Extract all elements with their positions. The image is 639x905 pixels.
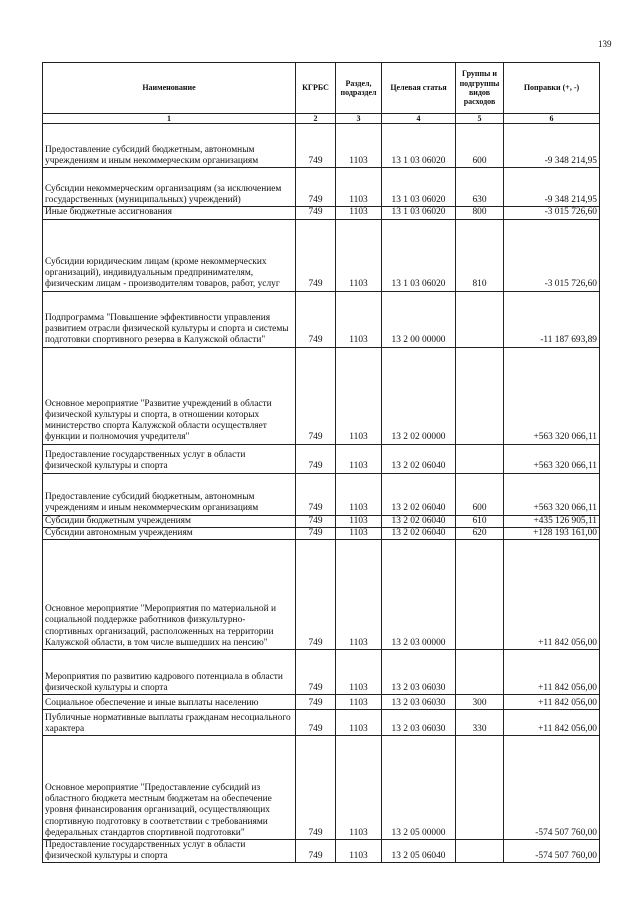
- budget-table: [42, 62, 600, 863]
- row-razdel: 1103: [336, 527, 382, 539]
- table-row: [43, 291, 600, 347]
- row-razdel: 1103: [336, 168, 382, 207]
- row-razdel: 1103: [336, 291, 382, 347]
- row-celevaya-statya: 13 2 02 06040: [382, 527, 456, 539]
- row-celevaya-statya: 13 2 03 06030: [382, 694, 456, 709]
- row-gruppa-vidov: [456, 735, 504, 839]
- row-celevaya-statya: 13 1 03 06020: [382, 219, 456, 291]
- row-popravka: +11 842 056,00: [504, 694, 600, 709]
- row-celevaya-statya: 13 2 03 06030: [382, 709, 456, 735]
- row-kgrbs: 749: [296, 444, 336, 473]
- row-gruppa-vidov: 330: [456, 709, 504, 735]
- row-razdel: 1103: [336, 219, 382, 291]
- row-gruppa-vidov: [456, 839, 504, 862]
- table-row: [43, 473, 600, 515]
- row-popravka: +11 842 056,00: [504, 709, 600, 735]
- header-kgrbs: КГРБС: [296, 63, 336, 114]
- row-name: Предоставление государственных услуг в области физической культуры и спорта: [43, 444, 296, 473]
- row-kgrbs: 749: [296, 539, 336, 649]
- table-row: [43, 347, 600, 444]
- header-name: Наименование: [43, 63, 296, 114]
- table-row: [43, 709, 600, 735]
- row-razdel: 1103: [336, 839, 382, 862]
- column-number: 1: [43, 114, 296, 124]
- table-row: [43, 444, 600, 473]
- row-kgrbs: 749: [296, 473, 336, 515]
- column-number-row: [43, 114, 600, 124]
- column-number: 2: [296, 114, 336, 124]
- row-popravka: -9 348 214,95: [504, 168, 600, 207]
- row-razdel: 1103: [336, 444, 382, 473]
- row-gruppa-vidov: [456, 649, 504, 694]
- row-gruppa-vidov: 600: [456, 124, 504, 168]
- row-gruppa-vidov: [456, 347, 504, 444]
- row-kgrbs: 749: [296, 709, 336, 735]
- row-popravka: +435 126 905,11: [504, 515, 600, 527]
- table-row: [43, 168, 600, 207]
- row-razdel: 1103: [336, 694, 382, 709]
- row-popravka: -11 187 693,89: [504, 291, 600, 347]
- row-name: Публичные нормативные выплаты гражданам несоциального характера: [43, 709, 296, 735]
- row-gruppa-vidov: 630: [456, 168, 504, 207]
- row-gruppa-vidov: 610: [456, 515, 504, 527]
- row-razdel: 1103: [336, 473, 382, 515]
- row-popravka: +11 842 056,00: [504, 539, 600, 649]
- row-gruppa-vidov: 800: [456, 207, 504, 219]
- row-kgrbs: 749: [296, 649, 336, 694]
- row-gruppa-vidov: [456, 291, 504, 347]
- page-number: 139: [598, 39, 612, 49]
- row-razdel: 1103: [336, 649, 382, 694]
- row-razdel: 1103: [336, 709, 382, 735]
- table-row: [43, 649, 600, 694]
- row-name: Субсидии некоммерческим организациям (за исключением государственных (муниципальных) учреждений): [43, 168, 296, 207]
- row-popravka: +563 320 066,11: [504, 347, 600, 444]
- row-celevaya-statya: 13 2 05 00000: [382, 735, 456, 839]
- table-row: [43, 124, 600, 168]
- row-kgrbs: 749: [296, 347, 336, 444]
- row-kgrbs: 749: [296, 839, 336, 862]
- row-gruppa-vidov: 600: [456, 473, 504, 515]
- row-kgrbs: 749: [296, 527, 336, 539]
- row-popravka: +563 320 066,11: [504, 473, 600, 515]
- row-popravka: +128 193 161,00: [504, 527, 600, 539]
- row-celevaya-statya: 13 2 02 06040: [382, 444, 456, 473]
- row-popravka: -3 015 726,60: [504, 207, 600, 219]
- row-gruppa-vidov: [456, 539, 504, 649]
- row-razdel: 1103: [336, 347, 382, 444]
- row-celevaya-statya: 13 2 03 06030: [382, 649, 456, 694]
- row-name: Основное мероприятие "Мероприятия по материальной и социальной поддержке работников физкультурно-спортивных организаций, расположенных на территории Калужской области, в том числе вышедших на пенсию": [43, 539, 296, 649]
- row-celevaya-statya: 13 1 03 06020: [382, 124, 456, 168]
- row-kgrbs: 749: [296, 694, 336, 709]
- row-name: Социальное обеспечение и иные выплаты населению: [43, 694, 296, 709]
- row-razdel: 1103: [336, 515, 382, 527]
- row-gruppa-vidov: 300: [456, 694, 504, 709]
- row-name: Субсидии автономным учреждениям: [43, 527, 296, 539]
- row-kgrbs: 749: [296, 735, 336, 839]
- table-row: [43, 839, 600, 862]
- row-gruppa-vidov: 620: [456, 527, 504, 539]
- row-popravka: -574 507 760,00: [504, 735, 600, 839]
- row-popravka: -574 507 760,00: [504, 839, 600, 862]
- row-celevaya-statya: 13 2 02 00000: [382, 347, 456, 444]
- row-razdel: 1103: [336, 735, 382, 839]
- row-kgrbs: 749: [296, 207, 336, 219]
- table-row: [43, 735, 600, 839]
- table-body: [43, 124, 600, 862]
- column-number: 5: [456, 114, 504, 124]
- row-razdel: 1103: [336, 207, 382, 219]
- row-celevaya-statya: 13 2 05 06040: [382, 839, 456, 862]
- row-kgrbs: 749: [296, 291, 336, 347]
- row-popravka: -3 015 726,60: [504, 219, 600, 291]
- column-number: 6: [504, 114, 600, 124]
- row-kgrbs: 749: [296, 168, 336, 207]
- row-kgrbs: 749: [296, 124, 336, 168]
- row-popravka: -9 348 214,95: [504, 124, 600, 168]
- row-kgrbs: 749: [296, 219, 336, 291]
- row-gruppa-vidov: 810: [456, 219, 504, 291]
- row-name: Мероприятия по развитию кадрового потенциала в области физической культуры и спорта: [43, 649, 296, 694]
- table-header-row: [43, 63, 600, 114]
- row-celevaya-statya: 13 2 02 06040: [382, 515, 456, 527]
- row-name: Предоставление субсидий бюджетным, автономным учреждениям и иным некоммерческим организациям: [43, 473, 296, 515]
- row-popravka: +563 320 066,11: [504, 444, 600, 473]
- header-celevaya: Целевая статья: [382, 63, 456, 114]
- row-name: Субсидии юридическим лицам (кроме некоммерческих организаций), индивидуальным предпринимателям, физическим лицам - производителям товаров, работ, услуг: [43, 219, 296, 291]
- row-name: Субсидии бюджетным учреждениям: [43, 515, 296, 527]
- row-gruppa-vidov: [456, 444, 504, 473]
- row-name: Предоставление субсидий бюджетным, автономным учреждениям и иным некоммерческим организациям: [43, 124, 296, 168]
- row-celevaya-statya: 13 2 03 00000: [382, 539, 456, 649]
- row-celevaya-statya: 13 1 03 06020: [382, 207, 456, 219]
- row-razdel: 1103: [336, 539, 382, 649]
- row-popravka: +11 842 056,00: [504, 649, 600, 694]
- header-razdel: Раздел, подраздел: [336, 63, 382, 114]
- table-row: [43, 539, 600, 649]
- header-gruppy: Группы и подгруппы видов расходов: [456, 63, 504, 114]
- row-name: Основное мероприятие "Развитие учреждений в области физической культуры и спорта, в отношении которых министерство спорта Калужской области осуществляет функции и полномочия учредителя": [43, 347, 296, 444]
- header-popravki: Поправки (+, -): [504, 63, 600, 114]
- row-razdel: 1103: [336, 124, 382, 168]
- row-celevaya-statya: 13 1 03 06020: [382, 168, 456, 207]
- row-name: Предоставление государственных услуг в области физической культуры и спорта: [43, 839, 296, 862]
- column-number: 4: [382, 114, 456, 124]
- row-name: Основное мероприятие "Предоставление субсидий из областного бюджета местным бюджетам на обеспечение уровня финансирования организаций, осуществляющих спортивную подготовку в соответствии с требованиями федеральных стандартов спортивной подготовки": [43, 735, 296, 839]
- row-celevaya-statya: 13 2 00 00000: [382, 291, 456, 347]
- column-number: 3: [336, 114, 382, 124]
- table-row: [43, 515, 600, 527]
- row-celevaya-statya: 13 2 02 06040: [382, 473, 456, 515]
- row-name: Подпрограмма "Повышение эффективности управления развитием отрасли физической культуры и спорта и системы подготовки спортивного резерва в Калужской области": [43, 291, 296, 347]
- table-row: [43, 207, 600, 219]
- row-name: Иные бюджетные ассигнования: [43, 207, 296, 219]
- table-row: [43, 694, 600, 709]
- row-kgrbs: 749: [296, 515, 336, 527]
- table-row: [43, 527, 600, 539]
- table-row: [43, 219, 600, 291]
